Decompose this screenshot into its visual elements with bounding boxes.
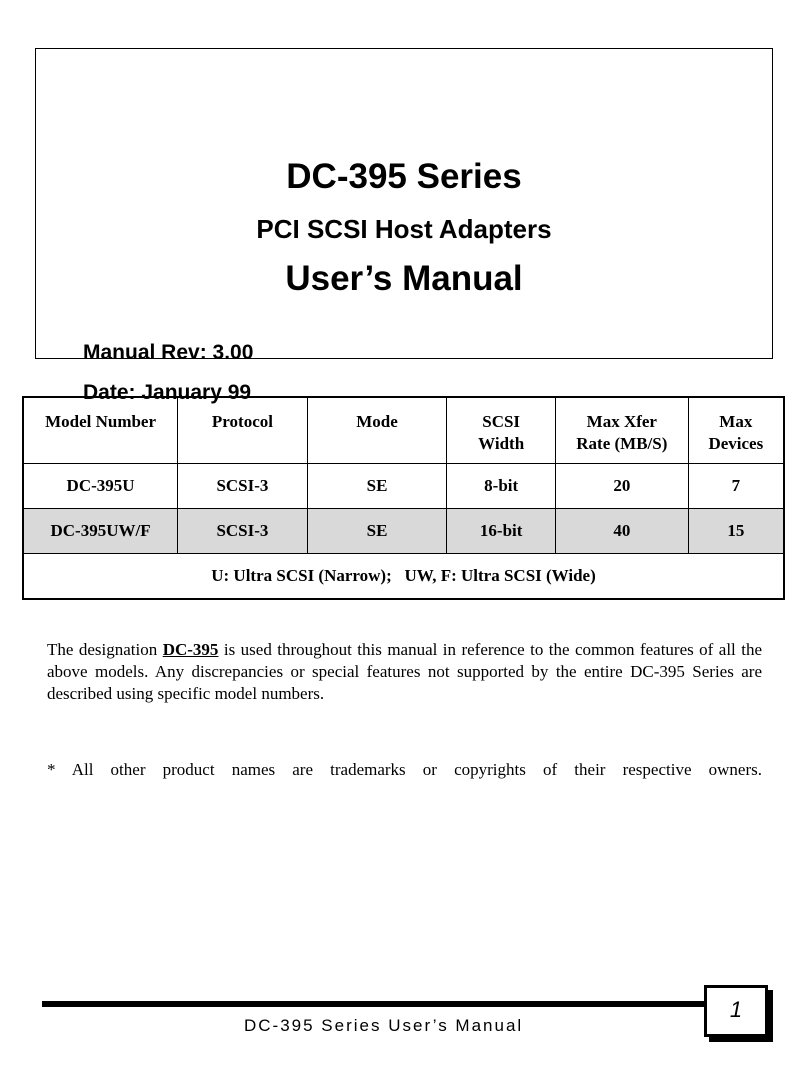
cell-model: DC-395U [23, 463, 178, 508]
manual-title: User’s Manual [285, 259, 523, 298]
cell-protocol: SCSI-3 [178, 463, 308, 508]
table-row [23, 508, 784, 553]
manual-revision: Manual Rev: 3.00 [83, 341, 254, 364]
model-designation: DC-395 [162, 640, 219, 659]
cell-max-xfer-rate: 20 [556, 463, 689, 508]
model-spec-table [22, 396, 785, 600]
cell-scsi-width: 8-bit [447, 463, 556, 508]
page-number-box [704, 985, 768, 1037]
header-scsi-width: SCSI Width [447, 397, 556, 463]
cell-model: DC-395UW/F [23, 508, 178, 553]
cell-max-devices: 15 [688, 508, 784, 553]
footer-text: DC-395 Series User’s Manual [244, 1016, 524, 1035]
description-prefix: The designation [47, 640, 163, 659]
title-box [35, 48, 773, 404]
table-footnote: U: Ultra SCSI (Narrow); UW, F: Ultra SCSI (Wide) [23, 553, 784, 599]
document-subtitle: PCI SCSI Host Adapters [256, 214, 552, 244]
document-title: DC-395 Series [286, 157, 522, 196]
cell-protocol: SCSI-3 [178, 508, 308, 553]
table-header-row [23, 397, 784, 463]
cell-scsi-width: 16-bit [447, 508, 556, 553]
table-row [23, 463, 784, 508]
description-paragraph [47, 639, 762, 705]
header-protocol: Protocol [178, 397, 308, 463]
description-suffix: is used throughout this manual in reference to the common features of all the above models. Any discrepancies or special features not supported by the entire DC-395 Series are described using specific model numbers. [47, 640, 762, 703]
page-number: 1 [729, 997, 743, 1022]
footer-rule [42, 1001, 707, 1007]
cell-mode: SE [307, 463, 447, 508]
cell-mode: SE [307, 508, 447, 553]
header-mode: Mode [307, 397, 447, 463]
header-max-devices: Max Devices [688, 397, 784, 463]
table-footnote-row [23, 553, 784, 599]
manual-date: Date: January 99 [83, 381, 252, 404]
header-model-number: Model Number [23, 397, 178, 463]
trademark-note: * All other product names are trademarks or copyrights of their respective owners. [47, 760, 762, 779]
header-max-xfer-rate: Max Xfer Rate (MB/S) [556, 397, 689, 463]
cell-max-xfer-rate: 40 [556, 508, 689, 553]
cell-max-devices: 7 [688, 463, 784, 508]
